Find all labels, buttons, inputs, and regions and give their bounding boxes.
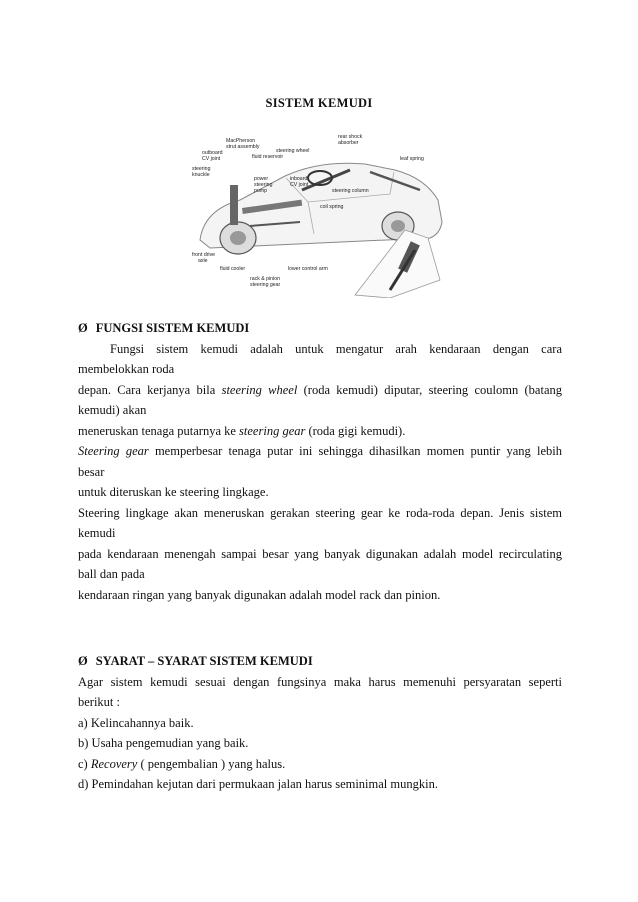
label-power-pump-3: pump [254,188,267,194]
label-leaf-spring: leaf spring [400,156,424,162]
paragraph-line: Agar sistem kemudi sesuai dengan fungsinya maka harus memenuhi persyaratan seperti [78,674,562,689]
label-steering-knuckle-2: knuckle [192,172,210,178]
label-rear-shock-1: rear shock [338,134,363,140]
italic-term: steering gear [239,423,306,438]
paragraph-line: kemudi [78,526,116,540]
list-item: d) Pemindahan kejutan dari permukaan jalan harus seminimal mungkin. [78,777,438,791]
label-inboard-cv-2: CV joint [290,182,309,188]
text-run: memperbesar tenaga putar ini sehingga dihasilkan momen puntir yang lebih [148,444,562,458]
document-title: SISTEM KEMUDI [265,96,373,110]
label-outboard-cv-2: CV joint [202,156,221,162]
label-macpherson-2: strut assembly [226,144,260,150]
label-rear-shock-2: absorber [338,140,359,146]
label-macpherson-1: MacPherson [226,138,256,144]
label-fluid-cooler: fluid cooler [220,266,246,272]
italic-term: Steering gear [78,444,149,458]
text-run: (roda gigi kemudi). [305,423,406,438]
paragraph-line: besar [78,464,105,479]
label-steering-column: steering column [332,188,369,194]
list-item: b) Usaha pengemudian yang baik. [78,736,249,750]
paragraph-line: pada kendaraan menengah sampai besar yang banyak digunakan adalah model recirculating [78,546,562,561]
paragraph-line: Steering lingkage akan meneruskan gerakan steering gear ke roda-roda depan. Jenis sistem [78,505,562,520]
section-heading-syarat [78,651,562,672]
label-outboard-cv-1: outboard [202,150,223,156]
paragraph-line: untuk diteruskan ke steering lingkage. [78,485,269,499]
italic-term: Recovery [90,756,138,771]
label-coil-spring: coil spring [320,204,344,210]
bullet-marker: Ø [78,654,88,668]
section-syarat [78,651,562,795]
label-power-pump-1: power [254,176,269,182]
paragraph-line [78,421,562,442]
text-run: c) [78,756,91,771]
paragraph-line: Fungsi sistem kemudi adalah untuk mengatur arah kendaraan dengan cara [110,341,562,356]
steering-system-illustration [190,130,450,298]
section-heading-fungsi [78,318,562,339]
paragraph-line: kendaraan ringan yang banyak digunakan adalah model rack dan pinion. [78,587,441,602]
paragraph-line: kemudi) akan [78,403,147,417]
bullet-marker: Ø [78,321,88,335]
label-front-drive-axle-1: front drive [192,252,216,258]
label-inboard-cv-1: inboard [290,176,308,182]
list-item: a) Kelincahannya baik. [78,715,194,730]
label-rack-pinion-2: steering gear [250,282,281,288]
label-power-pump-2: steering [254,182,273,188]
section-fungsi [78,318,562,605]
label-steering-wheel: steering wheel [276,148,310,154]
label-lower-control-arm: lower control arm [288,266,328,272]
label-steering-knuckle-1: steering [192,166,211,172]
paragraph-line [78,441,562,462]
label-rack-pinion-1: rack & pinion [250,276,280,282]
paragraph-line [78,380,562,401]
text-run: ( pengembalian ) yang halus. [137,756,286,771]
label-front-drive-axle-2: axle [198,258,208,264]
list-item [78,754,562,775]
heading-text: SYARAT – SYARAT SISTEM KEMUDI [95,654,313,668]
italic-term: steering wheel [221,382,298,397]
text-run: meneruskan tenaga putarnya ke [78,423,240,438]
text-run: depan. Cara kerjanya bila [78,382,222,397]
paragraph-line: berikut : [78,695,121,709]
text-run: (roda kemudi) diputar, steering coulomn (batang [297,382,562,397]
label-fluid-reservoir: fluid reservoir [252,154,284,160]
paragraph-line: membelokkan roda [78,362,175,376]
paragraph-line: ball dan pada [78,567,145,581]
heading-text: FUNGSI SISTEM KEMUDI [95,321,250,335]
